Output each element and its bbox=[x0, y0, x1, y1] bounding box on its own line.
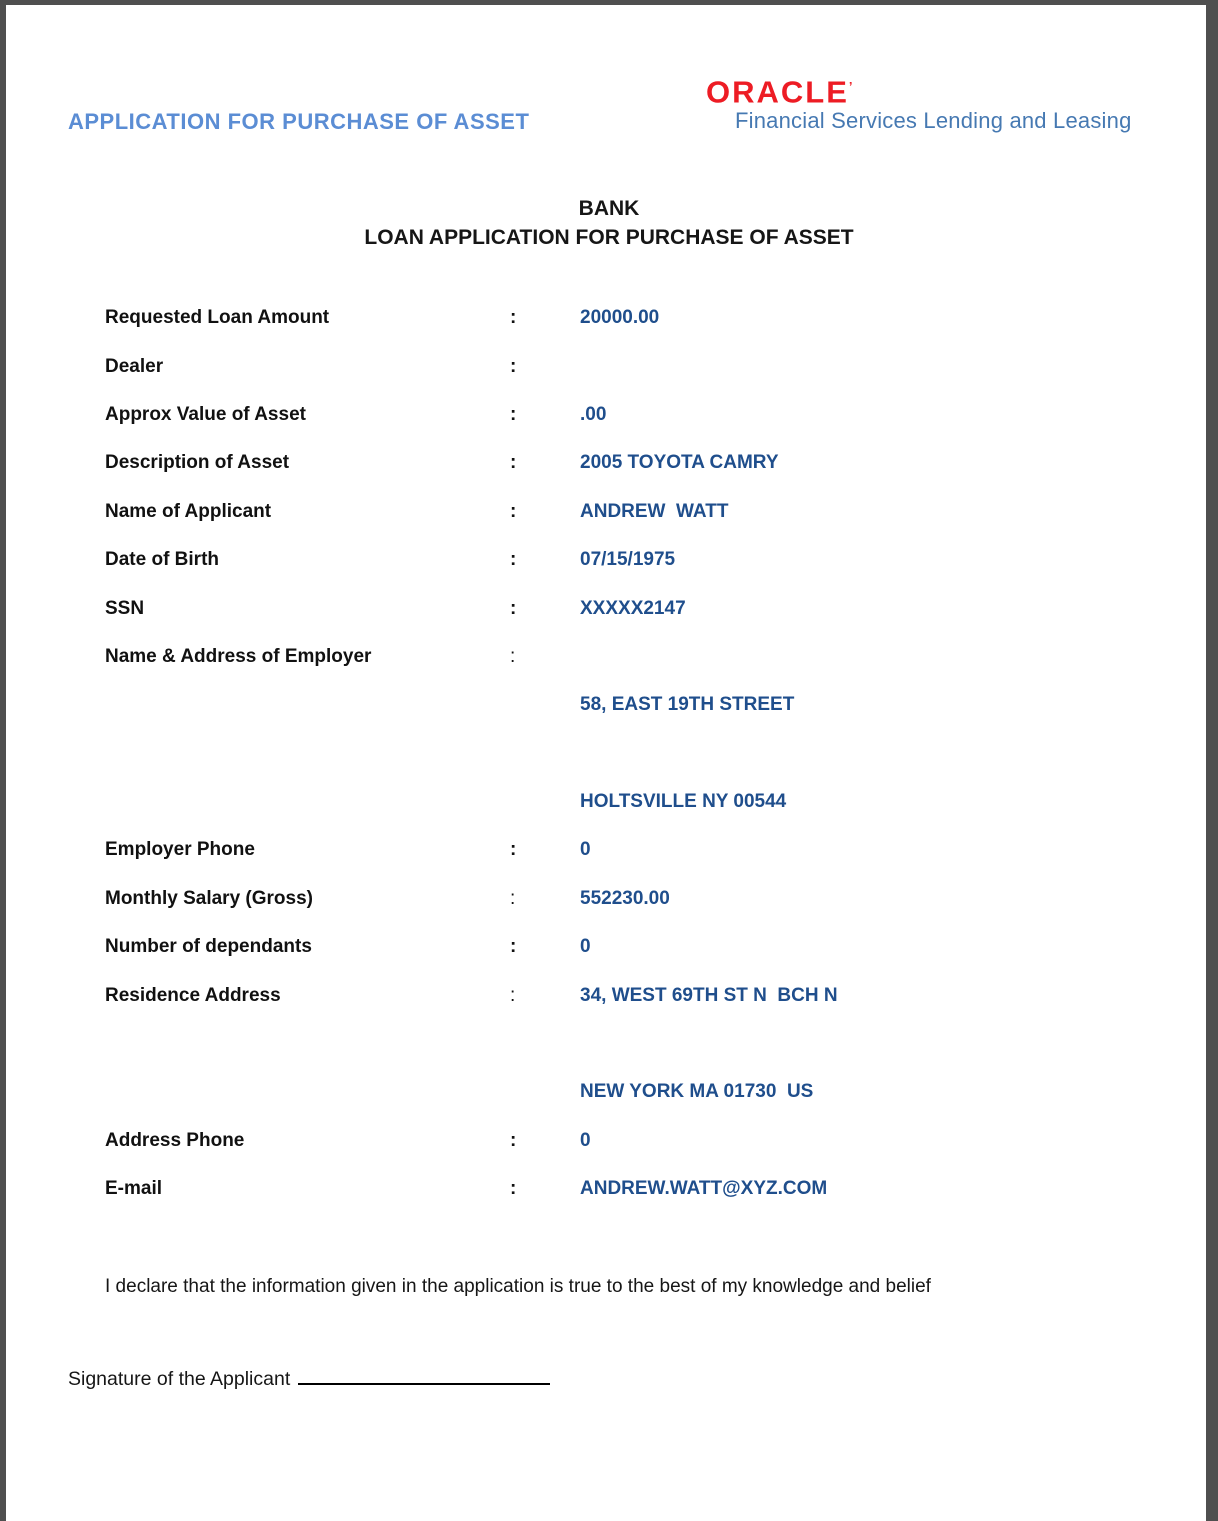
field-value: 0 bbox=[580, 839, 591, 861]
field-value: ANDREW WATT bbox=[580, 500, 729, 522]
document-title-line1: BANK bbox=[578, 197, 640, 220]
field-label: Number of dependants bbox=[105, 936, 312, 958]
document-title-line2: LOAN APPLICATION FOR PURCHASE OF ASSET bbox=[364, 226, 854, 249]
oracle-logo-text: ORACLE bbox=[706, 74, 849, 110]
field-row bbox=[105, 342, 1115, 390]
field-value: 0 bbox=[580, 936, 591, 958]
field-label: Residence Address bbox=[105, 984, 281, 1006]
field-row bbox=[105, 971, 1115, 1019]
field-colon: : bbox=[510, 355, 517, 377]
field-row bbox=[105, 1165, 1115, 1213]
field-label: Requested Loan Amount bbox=[105, 307, 330, 329]
signature-row bbox=[68, 1368, 550, 1391]
field-row bbox=[105, 1020, 1115, 1068]
field-label: SSN bbox=[105, 597, 145, 619]
field-colon: : bbox=[510, 1129, 517, 1151]
field-row bbox=[105, 826, 1115, 874]
signature-label: Signature of the Applicant bbox=[68, 1368, 291, 1390]
field-colon: : bbox=[510, 403, 517, 425]
field-colon: : bbox=[510, 887, 516, 909]
field-colon: : bbox=[510, 984, 516, 1006]
field-value: ANDREW.WATT@XYZ.COM bbox=[580, 1178, 828, 1200]
field-row bbox=[105, 778, 1115, 826]
field-value: 34, WEST 69TH ST N BCH N bbox=[580, 984, 838, 1006]
field-row bbox=[105, 294, 1115, 342]
document-title bbox=[0, 194, 1218, 252]
field-label: Name & Address of Employer bbox=[105, 645, 372, 667]
field-row bbox=[105, 391, 1115, 439]
field-row bbox=[105, 1117, 1115, 1165]
field-colon: : bbox=[510, 936, 517, 958]
field-value: 07/15/1975 bbox=[580, 549, 676, 571]
field-value: .00 bbox=[580, 403, 607, 425]
field-value: 2005 TOYOTA CAMRY bbox=[580, 452, 779, 474]
field-value: 552230.00 bbox=[580, 887, 670, 909]
brand-block bbox=[706, 72, 1132, 134]
field-value: 20000.00 bbox=[580, 307, 660, 329]
field-row bbox=[105, 439, 1115, 487]
field-value: HOLTSVILLE NY 00544 bbox=[580, 791, 787, 813]
field-colon: : bbox=[510, 549, 517, 571]
field-label: Monthly Salary (Gross) bbox=[105, 887, 313, 909]
field-row bbox=[105, 633, 1115, 681]
field-value: XXXXX2147 bbox=[580, 597, 686, 619]
signature-line bbox=[298, 1383, 550, 1385]
field-row bbox=[105, 875, 1115, 923]
field-value: 58, EAST 19TH STREET bbox=[580, 694, 795, 716]
brand-tagline: Financial Services Lending and Leasing bbox=[735, 108, 1132, 134]
field-label: Employer Phone bbox=[105, 839, 255, 861]
field-colon: : bbox=[510, 1178, 517, 1200]
field-colon: : bbox=[510, 645, 516, 667]
field-row bbox=[105, 681, 1115, 729]
field-value: NEW YORK MA 01730 US bbox=[580, 1081, 814, 1103]
field-colon: : bbox=[510, 452, 517, 474]
oracle-logo bbox=[706, 72, 1132, 110]
field-row bbox=[105, 488, 1115, 536]
window-border-top bbox=[0, 0, 1218, 5]
field-colon: : bbox=[510, 500, 517, 522]
field-row bbox=[105, 584, 1115, 632]
field-row bbox=[105, 536, 1115, 584]
field-colon: : bbox=[510, 839, 517, 861]
field-label: Approx Value of Asset bbox=[105, 403, 306, 425]
field-value: 0 bbox=[580, 1129, 591, 1151]
field-label: Dealer bbox=[105, 355, 164, 377]
oracle-logo-mark: ’ bbox=[848, 79, 853, 94]
field-colon: : bbox=[510, 597, 517, 619]
field-label: Name of Applicant bbox=[105, 500, 272, 522]
form-fields bbox=[105, 294, 1115, 1213]
field-label: Date of Birth bbox=[105, 549, 219, 571]
field-row bbox=[105, 730, 1115, 778]
page-header-title: APPLICATION FOR PURCHASE OF ASSET bbox=[68, 109, 530, 134]
field-label: Address Phone bbox=[105, 1129, 245, 1151]
field-label: Description of Asset bbox=[105, 452, 290, 474]
field-row bbox=[105, 923, 1115, 971]
declaration-text: I declare that the information given in the application is true to the best of my knowledge and belief bbox=[105, 1276, 931, 1297]
field-colon: : bbox=[510, 307, 517, 329]
field-label: E-mail bbox=[105, 1178, 163, 1200]
field-row bbox=[105, 1068, 1115, 1116]
